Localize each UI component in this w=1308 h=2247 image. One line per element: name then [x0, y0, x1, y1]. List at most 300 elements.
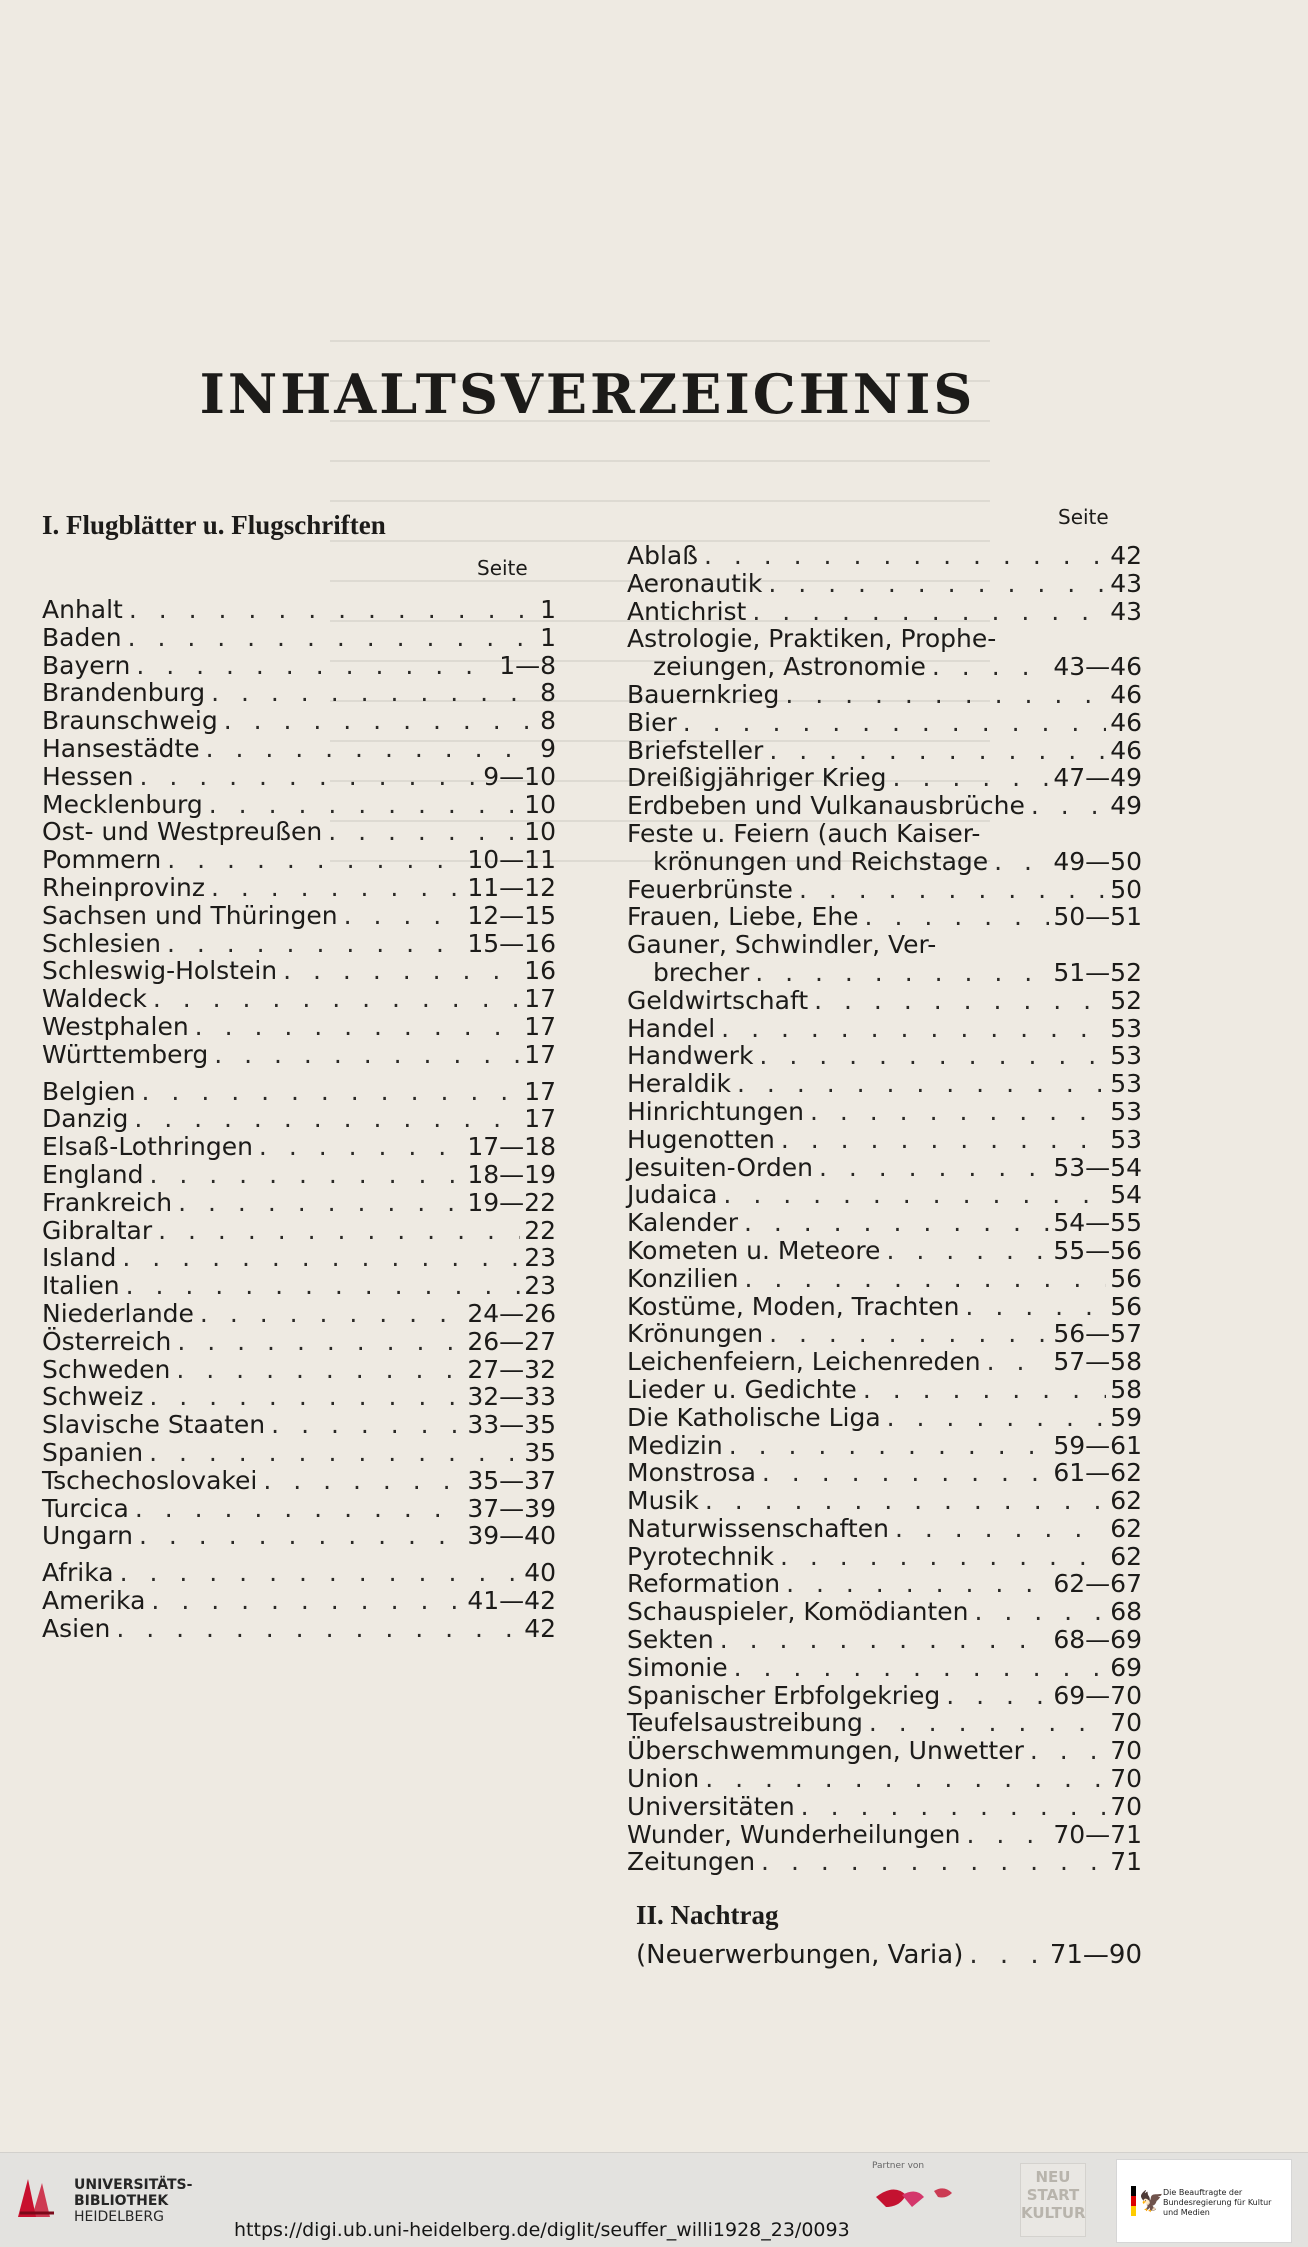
entry-label: Österreich [42, 1326, 172, 1356]
dot-leader [746, 598, 1106, 626]
entry-label: Reformation [627, 1569, 781, 1599]
entry-label: Turcica [42, 1493, 129, 1523]
entry-page: 37—39 [467, 1493, 556, 1523]
dot-leader [774, 1543, 1106, 1571]
entry-label: Monstrosa [627, 1458, 756, 1488]
index-entry [42, 1522, 556, 1550]
entry-page: 58 [1110, 1374, 1142, 1404]
entry-page: 18—19 [467, 1159, 556, 1189]
entry-page: 35 [524, 1437, 556, 1467]
dot-leader [863, 1709, 1106, 1737]
index-entry [42, 624, 556, 652]
dot-leader [147, 985, 520, 1013]
dot-leader [133, 763, 479, 791]
index-entry [627, 1320, 1142, 1348]
dot-leader [793, 876, 1106, 904]
dot-leader [881, 1404, 1107, 1432]
entry-label: Sachsen und Thüringen [42, 900, 338, 930]
german-flag-icon [1131, 2186, 1136, 2216]
seite-label-right: Seite [1058, 505, 1109, 529]
entry-label: Ablaß [627, 541, 698, 570]
index-entry [627, 1848, 1142, 1876]
entry-label: Handwerk [627, 1041, 754, 1071]
entry-label: Feuerbrünste [627, 874, 793, 904]
dot-leader [677, 709, 1106, 737]
entry-page: 61—62 [1053, 1458, 1142, 1488]
index-entry [627, 1682, 1142, 1710]
index-entry [627, 1626, 1142, 1654]
entry-page: 69 [1110, 1652, 1142, 1682]
dot-leader [731, 1070, 1106, 1098]
entry-label: Lieder u. Gedichte [627, 1374, 857, 1404]
dot-leader [161, 846, 463, 874]
dot-leader [116, 1244, 520, 1272]
entry-page: 17 [524, 1039, 556, 1069]
section-heading-flugblaetter: I. Flugblätter u. Flugschriften [42, 510, 386, 540]
seite-label-left: Seite [477, 556, 528, 580]
index-entry [627, 1515, 1142, 1543]
index-entry-head [627, 625, 1142, 653]
entry-page: 52 [1110, 985, 1142, 1015]
entry-page: 55—56 [1053, 1235, 1142, 1265]
dot-leader [887, 764, 1050, 792]
index-entry [627, 1376, 1142, 1404]
entry-label: Union [627, 1764, 700, 1794]
entry-label: Feste u. Feiern (auch Kaiser- [627, 818, 981, 848]
entry-page: 57—58 [1053, 1347, 1142, 1377]
entry-page: 43—46 [1053, 652, 1142, 682]
dot-leader [189, 1013, 521, 1041]
entry-label: Geldwirtschaft [627, 985, 809, 1015]
entry-label: Pyrotechnik [627, 1541, 774, 1571]
entry-page: 9 [540, 733, 556, 763]
nachtrag-list [636, 1942, 1142, 1970]
entry-label: Württemberg [42, 1039, 209, 1069]
dot-leader [940, 1682, 1049, 1710]
dot-leader [728, 1654, 1107, 1682]
entry-label: brecher [653, 957, 750, 987]
entry-page: 62 [1110, 1513, 1142, 1543]
index-entry [42, 1244, 556, 1272]
entry-label: Brandenburg [42, 678, 206, 708]
entry-page: 33—35 [467, 1410, 556, 1440]
entry-label: Handel [627, 1013, 716, 1043]
index-entry [42, 791, 556, 819]
entry-label: (Neuerwerbungen, Varia) [636, 1940, 964, 1970]
entry-label: Gauner, Schwindler, Ver- [627, 930, 937, 960]
dot-leader [813, 1154, 1049, 1182]
entry-page: 40 [524, 1558, 556, 1588]
partner-bird-logo-icon[interactable] [872, 2177, 962, 2223]
federal-eagle-icon: 🦅 [1139, 2189, 1164, 2213]
entry-label: Gibraltar [42, 1215, 153, 1245]
dot-leader [143, 1383, 463, 1411]
dot-leader [968, 1598, 1106, 1626]
entry-page: 71 [1110, 1847, 1142, 1877]
index-entry [627, 1487, 1142, 1515]
index-entry [42, 763, 556, 791]
bkm-text: Die Beauftragte der Bundesregierung für Kultur und Medien [1163, 2188, 1272, 2217]
entry-label: Elsaß-Lothringen [42, 1132, 253, 1162]
partner-label: Partner von [872, 2161, 925, 2171]
entry-page: 16 [524, 956, 556, 986]
entry-page: 17 [524, 1076, 556, 1106]
entry-page: 56—57 [1053, 1319, 1142, 1349]
index-entry [42, 957, 556, 985]
dot-leader [1025, 792, 1106, 820]
index-entry [42, 1439, 556, 1467]
entry-label: Bier [627, 707, 677, 737]
dot-leader [756, 1459, 1049, 1487]
dot-leader [171, 1328, 463, 1356]
entry-page: 42 [524, 1613, 556, 1643]
entry-label: Teufelsaustreibung [627, 1708, 863, 1738]
entry-page: 70 [1110, 1764, 1142, 1794]
entry-label: Kostüme, Moden, Trachten [627, 1291, 960, 1321]
dot-leader [738, 1209, 1049, 1237]
entry-page: 17—18 [467, 1132, 556, 1162]
index-entry [42, 1383, 556, 1411]
entry-label: Amerika [42, 1585, 146, 1615]
library-name-line: HEIDELBERG [74, 2209, 164, 2225]
library-name[interactable] [74, 2177, 192, 2225]
dot-leader [960, 1821, 1049, 1849]
index-entry [42, 1189, 556, 1217]
entry-label: Bayern [42, 650, 131, 680]
logo-line: START [1026, 2186, 1080, 2204]
entry-page: 46 [1110, 679, 1142, 709]
entry-page: 17 [524, 1011, 556, 1041]
dot-leader [194, 1300, 463, 1328]
index-entry [627, 1654, 1142, 1682]
entry-label: Waldeck [42, 984, 147, 1014]
dot-leader [277, 957, 520, 985]
entry-page: 68 [1110, 1597, 1142, 1627]
entry-label: Hugenotten [627, 1124, 775, 1154]
index-entry [627, 987, 1142, 1015]
dot-leader [144, 1161, 464, 1189]
entry-label: Simonie [627, 1652, 728, 1682]
entry-page: 1 [540, 595, 556, 624]
entry-page: 8 [540, 678, 556, 708]
dot-leader [714, 1626, 1050, 1654]
dot-leader [988, 848, 1049, 876]
entry-label: Anhalt [42, 595, 123, 624]
index-entry [627, 1765, 1142, 1793]
entry-page: 27—32 [467, 1354, 556, 1384]
entry-label: Island [42, 1243, 117, 1273]
viewer-footer [0, 2152, 1308, 2247]
index-entry [627, 570, 1142, 598]
entry-page: 54 [1110, 1180, 1142, 1210]
entry-page: 35—37 [467, 1465, 556, 1495]
dot-leader [717, 1181, 1106, 1209]
entry-page: 53 [1110, 1124, 1142, 1154]
dot-leader [959, 1293, 1106, 1321]
entry-label: Belgien [42, 1076, 136, 1106]
entry-page: 15—16 [467, 928, 556, 958]
entry-label: Kometen u. Meteore [627, 1235, 881, 1265]
dot-leader [749, 959, 1049, 987]
entry-label: Jesuiten-Orden [627, 1152, 813, 1182]
dot-leader [889, 1515, 1106, 1543]
entry-label: Frankreich [42, 1187, 173, 1217]
index-entry [42, 985, 556, 1013]
index-entry [42, 1411, 556, 1439]
index-entry [627, 1404, 1142, 1432]
entry-page: 53 [1110, 1013, 1142, 1043]
logo-line: KULTUR [1021, 2204, 1086, 2222]
index-entry [42, 596, 556, 624]
index-entry [627, 1598, 1142, 1626]
entry-label: Afrika [42, 1558, 114, 1588]
entry-page: 26—27 [467, 1326, 556, 1356]
university-library-logo-icon[interactable] [14, 2173, 58, 2223]
list-spacer [42, 1550, 556, 1559]
dot-leader [763, 737, 1106, 765]
index-entry [42, 735, 556, 763]
dot-leader [120, 1272, 521, 1300]
dot-leader [808, 987, 1106, 1015]
entry-label: Westphalen [42, 1011, 189, 1041]
entry-page: 10—11 [467, 845, 556, 875]
entry-page: 46 [1110, 707, 1142, 737]
entry-page: 69—70 [1053, 1680, 1142, 1710]
entry-label: Ost- und Westpreußen [42, 817, 323, 847]
dot-leader [145, 1587, 463, 1615]
entry-page: 70 [1110, 1736, 1142, 1766]
entry-page: 32—33 [467, 1382, 556, 1412]
index-entry [627, 653, 1142, 681]
entry-page: 49 [1110, 791, 1142, 821]
entry-page: 62 [1110, 1486, 1142, 1516]
dot-leader [715, 1015, 1106, 1043]
dot-leader [723, 1432, 1050, 1460]
index-entry [627, 542, 1142, 570]
entry-page: 70 [1110, 1708, 1142, 1738]
index-entry [42, 1467, 556, 1495]
dot-leader [981, 1348, 1050, 1376]
dot-leader [926, 653, 1049, 681]
index-entry [42, 1272, 556, 1300]
entry-label: Rheinprovinz [42, 872, 205, 902]
logo-line: NEU [1035, 2168, 1071, 2186]
index-entry [627, 1293, 1142, 1321]
dot-leader [779, 681, 1106, 709]
index-entry [42, 679, 556, 707]
dot-leader [110, 1615, 520, 1643]
entry-page: 49—50 [1053, 846, 1142, 876]
entry-page: 54—55 [1053, 1208, 1142, 1238]
library-name-line: UNIVERSITÄTS- [74, 2177, 193, 2193]
index-entry [42, 1105, 556, 1133]
entry-label: Medizin [627, 1430, 723, 1460]
neustart-kultur-logo[interactable] [1020, 2163, 1086, 2237]
right-index-column [627, 542, 1142, 1876]
dot-leader [130, 652, 495, 680]
index-entry [42, 1615, 556, 1643]
index-entry-head [627, 820, 1142, 848]
entry-page: 56 [1110, 1263, 1142, 1293]
entry-label: krönungen und Reichstage [653, 846, 989, 876]
entry-label: Schleswig-Holstein [42, 956, 278, 986]
entry-label: Konzilien [627, 1263, 739, 1293]
index-entry [627, 1181, 1142, 1209]
entry-label: Italien [42, 1271, 120, 1301]
index-entry [627, 1570, 1142, 1598]
dot-leader [699, 1487, 1106, 1515]
dot-leader [152, 1217, 520, 1245]
index-entry [627, 681, 1142, 709]
index-entry [627, 1821, 1142, 1849]
entry-page: 46 [1110, 735, 1142, 765]
dot-leader [218, 707, 536, 735]
index-entry-head [627, 931, 1142, 959]
entry-page: 70 [1110, 1791, 1142, 1821]
entry-label: Sekten [627, 1625, 714, 1655]
index-entry [627, 764, 1142, 792]
dot-leader [208, 1041, 520, 1069]
entry-page: 70—71 [1053, 1819, 1142, 1849]
entry-page: 53 [1110, 1096, 1142, 1126]
dot-leader [133, 1522, 463, 1550]
entry-label: Schlesien [42, 928, 161, 958]
entry-label: Musik [627, 1486, 699, 1516]
entry-page: 23 [524, 1243, 556, 1273]
dot-leader [755, 1848, 1106, 1876]
dot-leader [338, 902, 464, 930]
dot-leader [143, 1439, 520, 1467]
dot-leader [265, 1411, 463, 1439]
index-entry [627, 903, 1142, 931]
index-entry [627, 1265, 1142, 1293]
entry-page: 9—10 [483, 761, 556, 791]
dot-leader [114, 1559, 521, 1587]
entry-label: Frauen, Liebe, Ehe [627, 902, 859, 932]
dot-leader [738, 1265, 1106, 1293]
entry-label: Spanischer Erbfolgekrieg [627, 1680, 941, 1710]
bkm-logo[interactable] [1116, 2159, 1292, 2243]
index-entry [42, 1041, 556, 1069]
entry-page: 43 [1110, 568, 1142, 598]
entry-label: Mecklenburg [42, 789, 203, 819]
dot-leader [795, 1793, 1107, 1821]
index-entry [627, 1543, 1142, 1571]
entry-label: Heraldik [627, 1069, 732, 1099]
index-entry [42, 1078, 556, 1106]
index-entry [42, 1495, 556, 1523]
index-entry [42, 1217, 556, 1245]
dot-leader [200, 735, 537, 763]
entry-page: 17 [524, 1104, 556, 1134]
index-entry [627, 1432, 1142, 1460]
index-entry [627, 959, 1142, 987]
index-entry [627, 792, 1142, 820]
entry-label: Schweiz [42, 1382, 144, 1412]
entry-page: 8 [540, 706, 556, 736]
entry-label: Hinrichtungen [627, 1096, 804, 1126]
entry-label: Leichenfeiern, Leichenreden [627, 1347, 981, 1377]
dot-leader [161, 930, 463, 958]
entry-label: Dreißigjähriger Krieg [627, 763, 887, 793]
entry-page: 53—54 [1053, 1152, 1142, 1182]
dot-leader [857, 1376, 1106, 1404]
index-entry [42, 818, 556, 846]
dot-leader [257, 1467, 463, 1495]
index-entry [627, 1709, 1142, 1737]
entry-label: Erdbeben und Vulkanausbrüche [627, 791, 1025, 821]
entry-label: Tschechoslovakei [42, 1465, 258, 1495]
dot-leader [136, 1078, 521, 1106]
index-entry [42, 1300, 556, 1328]
entry-label: Universitäten [627, 1791, 795, 1821]
index-entry [42, 1587, 556, 1615]
index-entry [627, 1070, 1142, 1098]
index-entry [42, 652, 556, 680]
entry-page: 22 [524, 1215, 556, 1245]
dot-leader [128, 1105, 520, 1133]
entry-page: 1 [540, 622, 556, 652]
section-heading-nachtrag: II. Nachtrag [636, 1900, 779, 1930]
dot-leader [699, 1765, 1106, 1793]
entry-label: Antichrist [627, 596, 747, 626]
index-entry [627, 1126, 1142, 1154]
entry-page: 59 [1110, 1402, 1142, 1432]
entry-page: 10 [524, 789, 556, 819]
index-entry [627, 737, 1142, 765]
entry-page: 53 [1110, 1041, 1142, 1071]
dot-leader [122, 624, 537, 652]
entry-label: Hessen [42, 761, 134, 791]
entry-page: 24—26 [467, 1298, 556, 1328]
dot-leader [203, 791, 520, 819]
entry-label: Kalender [627, 1208, 738, 1238]
index-entry [627, 876, 1142, 904]
index-entry [627, 1042, 1142, 1070]
entry-page: 50—51 [1053, 902, 1142, 932]
entry-label: Die Katholische Liga [627, 1402, 881, 1432]
index-entry [627, 1737, 1142, 1765]
index-entry [42, 846, 556, 874]
dot-leader [205, 679, 536, 707]
entry-label: Hansestädte [42, 733, 200, 763]
entry-label: Danzig [42, 1104, 129, 1134]
dot-leader [963, 1942, 1045, 1970]
entry-page: 42 [1110, 541, 1142, 570]
entry-page: 47—49 [1053, 763, 1142, 793]
entry-label: Slavische Staaten [42, 1410, 266, 1440]
index-entry [627, 598, 1142, 626]
entry-page: 53 [1110, 1069, 1142, 1099]
index-entry [627, 1098, 1142, 1126]
entry-label: Baden [42, 622, 122, 652]
index-entry [42, 874, 556, 902]
entry-page: 1—8 [499, 650, 556, 680]
index-entry [42, 1133, 556, 1161]
entry-label: Aeronautik [627, 568, 763, 598]
index-entry [627, 1154, 1142, 1182]
index-entry [627, 1237, 1142, 1265]
entry-page: 68—69 [1053, 1625, 1142, 1655]
index-entry [42, 902, 556, 930]
entry-label: Ungarn [42, 1521, 134, 1551]
index-entry [42, 1328, 556, 1356]
entry-label: Judaica [627, 1180, 718, 1210]
entry-page: 43 [1110, 596, 1142, 626]
index-entry [42, 1161, 556, 1189]
entry-label: Naturwissenschaften [627, 1513, 889, 1543]
permalink-url[interactable]: https://digi.ub.uni-heidelberg.de/diglit/seuffer_willi1928_23/0093 [234, 2219, 850, 2241]
